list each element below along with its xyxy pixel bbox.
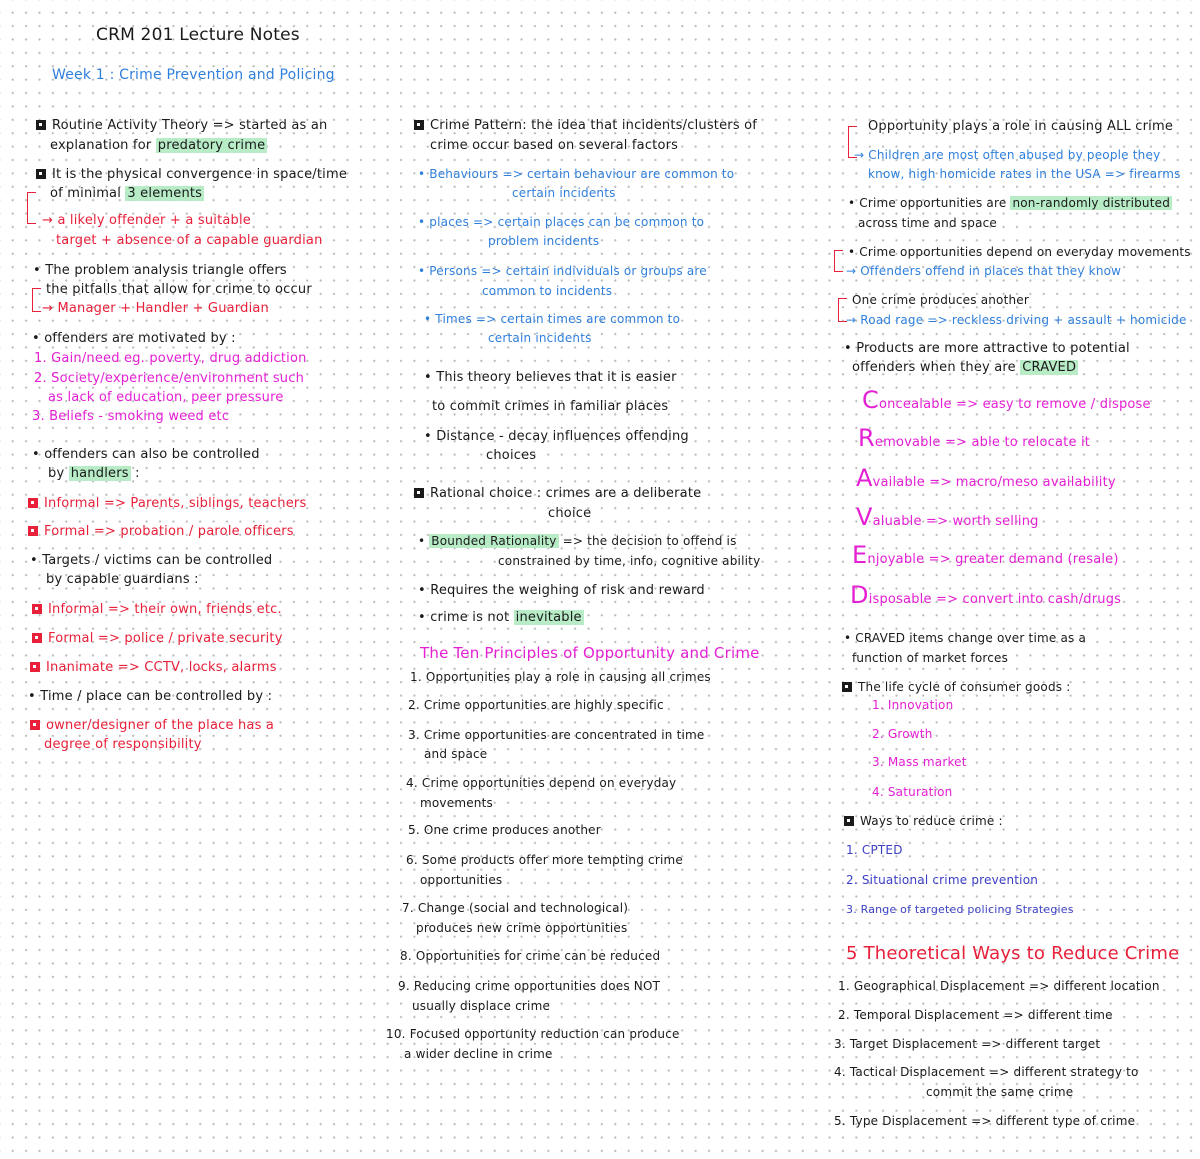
handlers-informal: Informal => Parents, siblings, teachers <box>28 495 306 512</box>
one-crime-line-2: → Road rage => reckless driving + assault + homicide <box>846 313 1187 327</box>
motive-3: 3. Beliefs - smoking weed etc <box>32 409 230 424</box>
rational-choice-line-2: choice <box>548 506 592 521</box>
non-random-line-2: across time and space <box>858 216 998 230</box>
checkbox-icon <box>32 604 42 614</box>
highlight-craved: CRAVED <box>1022 360 1077 375</box>
five-ways-title: 5 Theoretical Ways to Reduce Crime <box>846 943 1180 964</box>
ways-heading: Ways to reduce crime : <box>844 813 1003 830</box>
bracket-arrow <box>27 192 36 224</box>
principle-10-line-1: 10. Focused opportunity reduction can produce <box>386 1027 680 1041</box>
handlers-formal: Formal => probation / parole officers <box>28 523 294 540</box>
distance-decay-line-1: • Distance - decay influences offending <box>424 429 689 444</box>
targets-line-2: by capable guardians : <box>46 572 199 587</box>
principle-4-line-1: 4. Crime opportunities depend on everyday <box>406 776 677 790</box>
displacement-1: 1. Geographical Displacement => different location <box>838 979 1160 993</box>
behaviours-line-2: certain incidents <box>512 186 616 200</box>
guardians-inanimate: Inanimate => CCTV, locks, alarms <box>30 659 277 676</box>
products-line-2: offenders when they are CRAVED <box>852 360 1077 375</box>
highlight-handlers: handlers <box>70 466 129 481</box>
bracket-arrow <box>834 250 843 272</box>
rational-choice-line-1: Rational choice : crimes are a deliberate <box>414 485 701 502</box>
life-cycle-2: 2. Growth <box>872 727 933 741</box>
life-cycle-1: 1. Innovation <box>872 698 954 712</box>
principle-9-line-1: 9. Reducing crime opportunities does NOT <box>398 979 661 993</box>
ways-1: 1. CPTED <box>846 843 903 857</box>
targets-line-1: • Targets / victims can be controlled <box>30 553 273 568</box>
checkbox-icon <box>414 120 424 130</box>
times-line-1: • Times => certain times are common to <box>424 312 681 326</box>
guardians-formal: Formal => police / private security <box>32 630 283 647</box>
displacement-4-line-1: 4. Tactical Displacement => different strategy to <box>834 1065 1139 1079</box>
principle-7-line-2: produces new crime opportunities <box>416 921 628 935</box>
physical-convergence-line-1: It is the physical convergence in space/time <box>36 166 347 183</box>
craved-enjoyable: Enjoyable => greater demand (resale) <box>852 541 1119 569</box>
principle-7-line-1: 7. Change (social and technological) <box>402 901 629 915</box>
owner-line-1: owner/designer of the place has a <box>30 717 274 734</box>
craved-available: Available => macro/meso availability <box>856 464 1116 492</box>
distance-decay-line-2: choices <box>486 448 537 463</box>
principle-9-line-2: usually displace crime <box>412 999 551 1013</box>
ten-principles-title: The Ten Principles of Opportunity and Crime <box>420 644 760 662</box>
checkbox-icon <box>30 662 40 672</box>
bounded-rationality-line-2: constrained by time, info, cognitive ability <box>498 554 761 568</box>
craved-removable: Removable => able to relocate it <box>858 424 1091 452</box>
checkbox-icon <box>36 120 46 130</box>
checkbox-icon <box>32 633 42 643</box>
displacement-3: 3. Target Displacement => different target <box>834 1037 1101 1051</box>
highlight-3-elements: 3 elements <box>127 186 203 201</box>
motive-1: 1. Gain/need eg. poverty, drug addiction <box>34 351 307 366</box>
theory-line-1: • This theory believes that it is easier <box>424 370 677 385</box>
non-random-line-1: • Crime opportunities are non-randomly distributed <box>848 196 1171 210</box>
motive-2-cont: as lack of education, peer pressure <box>48 390 284 405</box>
principle-10-line-2: a wider decline in crime <box>404 1047 553 1061</box>
bracket-arrow <box>32 288 41 312</box>
principle-4-line-2: movements <box>420 796 493 810</box>
everyday-line-1: • Crime opportunities depend on everyday movements <box>848 245 1191 259</box>
checkbox-icon <box>36 169 46 179</box>
opportunity-line-2: → Children are most often abused by people they <box>854 148 1161 162</box>
elements-line-2: target + absence of a capable guardian <box>56 233 323 248</box>
principle-3-line-1: 3. Crime opportunities are concentrated in time <box>408 728 705 742</box>
craved-disposable: Disposable => convert into cash/drugs <box>850 581 1122 609</box>
principle-2: 2. Crime opportunities are highly specific <box>408 698 664 712</box>
highlight-non-random: non-randomly distributed <box>1012 196 1171 210</box>
not-inevitable-line: • crime is not inevitable <box>418 610 582 625</box>
craved-items-line-1: • CRAVED items change over time as a <box>844 631 1087 645</box>
places-line-2: problem incidents <box>488 234 600 248</box>
triangle-line-1: • The problem analysis triangle offers <box>33 263 287 278</box>
persons-line-2: common to incidents <box>482 284 613 298</box>
principle-6-line-1: 6. Some products offer more tempting crime <box>406 853 683 867</box>
opportunity-line-1: Opportunity plays a role in causing ALL crime <box>868 119 1174 134</box>
places-line-1: • places => certain places can be common to <box>418 215 705 229</box>
routine-activity-line-2: explanation for predatory crime <box>50 138 266 153</box>
motive-2: 2. Society/experience/environment such <box>34 371 305 386</box>
everyday-line-2: → Offenders offend in places that they know <box>846 264 1122 278</box>
products-line-1: • Products are more attractive to potential <box>844 341 1130 356</box>
physical-convergence-line-2: of minimal 3 elements <box>50 186 203 201</box>
crime-pattern-line-2: crime occur based on several factors <box>430 138 679 153</box>
ways-3: 3. Range of targeted policing Strategies <box>846 903 1074 916</box>
principle-1: 1. Opportunities play a role in causing all crimes <box>410 670 711 684</box>
checkbox-icon <box>842 682 852 692</box>
triangle-line-3: → Manager + Handler + Guardian <box>42 301 269 316</box>
risk-reward-line: • Requires the weighing of risk and reward <box>418 583 705 598</box>
week-heading: Week 1 : Crime Prevention and Policing <box>52 67 335 83</box>
checkbox-icon <box>844 816 854 826</box>
craved-items-line-2: function of market forces <box>852 651 1009 665</box>
displacement-2: 2. Temporal Displacement => different time <box>838 1008 1113 1022</box>
routine-activity-line-1: Routine Activity Theory => started as an <box>36 117 327 134</box>
checkbox-icon <box>28 498 38 508</box>
checkbox-icon <box>414 488 424 498</box>
owner-line-2: degree of responsibility <box>44 737 202 752</box>
crime-pattern-line-1: Crime Pattern: the idea that incidents/clusters of <box>414 117 757 134</box>
motivated-heading: • offenders are motivated by : <box>32 331 236 346</box>
craved-valuable: Valuable => worth selling <box>856 503 1039 531</box>
principle-5: 5. One crime produces another <box>408 823 601 837</box>
time-place-line: • Time / place can be controlled by : <box>28 689 273 704</box>
life-cycle-3: 3. Mass market <box>872 755 967 769</box>
highlight-inevitable: inevitable <box>515 610 582 625</box>
life-cycle-heading: The life cycle of consumer goods : <box>842 679 1070 696</box>
life-cycle-4: 4. Saturation <box>872 785 953 799</box>
guardians-informal: Informal => their own, friends etc. <box>32 601 282 618</box>
times-line-2: certain incidents <box>488 331 592 345</box>
principle-6-line-2: opportunities <box>420 873 503 887</box>
displacement-5: 5. Type Displacement => different type of crime <box>834 1114 1136 1128</box>
ways-2: 2. Situational crime prevention <box>846 873 1039 887</box>
principle-3-line-2: and space <box>424 747 488 761</box>
behaviours-line-1: • Behaviours => certain behaviour are common to <box>418 167 735 181</box>
craved-concealable: Concealable => easy to remove / dispose <box>862 386 1151 414</box>
elements-line-1: → a likely offender + a suitable <box>42 213 252 228</box>
page-title: CRM 201 Lecture Notes <box>96 25 300 45</box>
controlled-line-2: by handlers : <box>48 466 140 481</box>
one-crime-line-1: One crime produces another <box>852 293 1030 307</box>
opportunity-line-3: know, high homicide rates in the USA => firearms <box>868 167 1181 181</box>
controlled-line-1: • offenders can also be controlled <box>32 447 260 462</box>
theory-line-2: to commit crimes in familiar places <box>432 399 669 414</box>
bounded-rationality-line-1: • Bounded Rationality => the decision to offend is <box>418 534 737 548</box>
checkbox-icon <box>28 526 38 536</box>
persons-line-1: • Persons => certain individuals or groups are <box>418 264 707 278</box>
highlight-predatory-crime: predatory crime <box>157 138 266 153</box>
displacement-4-line-2: commit the same crime <box>926 1085 1074 1099</box>
highlight-bounded-rationality: Bounded Rationality <box>431 534 557 548</box>
checkbox-icon <box>30 720 40 730</box>
principle-8: 8. Opportunities for crime can be reduced <box>400 949 661 963</box>
triangle-line-2: the pitfalls that allow for crime to occur <box>46 282 312 297</box>
